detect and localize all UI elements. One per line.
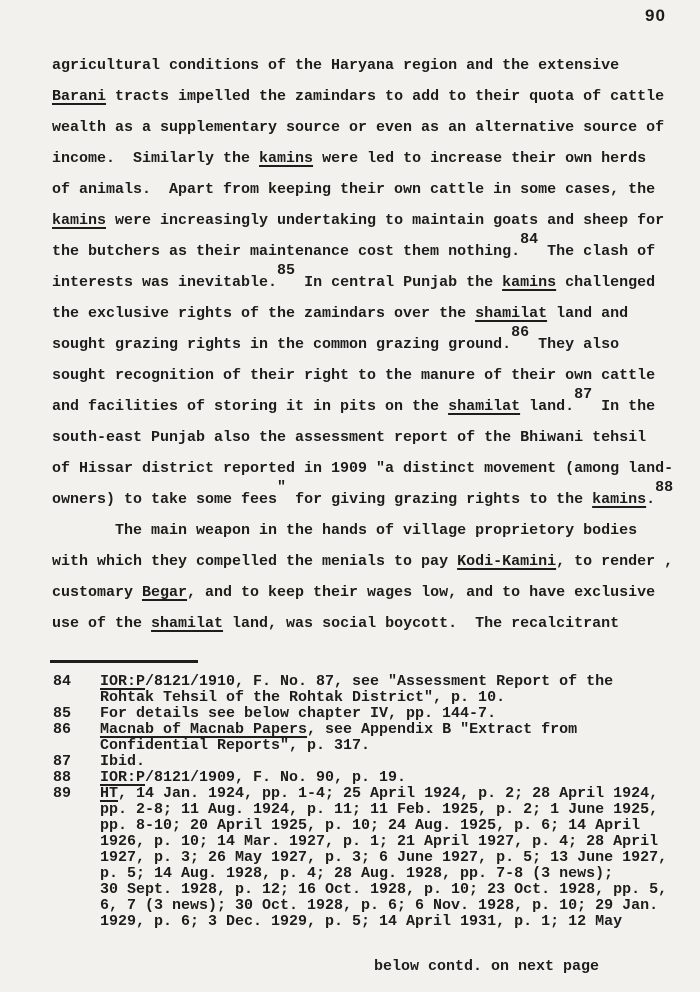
underlined-term: shamilat: [448, 398, 521, 415]
text-segment: 1927, p. 3; 26 May 1927, p. 3; 6 June 1927, p. 5; 13 June 1927,: [100, 849, 668, 866]
footnote-text: [100, 770, 689, 786]
text-line: [52, 577, 692, 608]
footnote-text: [100, 786, 689, 930]
footnote-number: 89: [53, 785, 72, 802]
text-line: [52, 50, 692, 81]
superscript-mark: ": [277, 479, 287, 496]
page-number: 90: [645, 6, 666, 25]
text-segment: owners) to take some fees: [52, 491, 278, 508]
footnote-line: [100, 914, 689, 930]
footnote-entry: [53, 786, 689, 930]
text-segment: , to render ,: [556, 553, 674, 570]
text-segment: , and to keep their wages low, and to have exclusive: [187, 584, 656, 601]
text-segment: were increasingly undertaking to maintain goats and sheep for: [106, 212, 665, 229]
footnote-line: [100, 722, 689, 738]
underlined-term: kamins: [52, 212, 107, 229]
text-segment: 30 Sept. 1928, p. 12; 16 Oct. 1928, p. 10; 23 Oct. 1928, pp. 5,: [100, 881, 668, 898]
text-segment: sought recognition of their right to the manure of their own cattle: [52, 367, 656, 384]
underlined-term: Barani: [52, 88, 107, 105]
footnote-entry: [53, 706, 689, 722]
text-line: [52, 298, 692, 329]
text-segment: Ibid.: [100, 753, 146, 770]
text-segment: pp. 2-8; 11 Aug. 1924, p. 11; 11 Feb. 1925, p. 2; 1 June 1925,: [100, 801, 659, 818]
underlined-term: IOR:P: [100, 769, 146, 786]
text-segment: 1929, p. 6; 3 Dec. 1929, p. 5; 14 April 1931, p. 1; 12 May: [100, 913, 623, 930]
text-segment: and facilities of storing it in pits on the: [52, 398, 449, 415]
text-segment: /8121/1909, F. No. 90, p. 19.: [145, 769, 407, 786]
text-segment: customary: [52, 584, 143, 601]
text-segment: south-east Punjab also the assessment report of the Bhiwani tehsil: [52, 429, 647, 446]
footnote-entry: [53, 770, 689, 786]
underlined-term: IOR:P: [100, 673, 146, 690]
text-segment: of Hissar district reported in 1909 "a distinct movement (among land-: [52, 460, 674, 477]
text-segment: The clash of: [538, 243, 656, 260]
footnote-line: [100, 690, 689, 706]
footnote-line: [100, 706, 689, 722]
text-line: [52, 143, 692, 174]
underlined-term: Begar: [142, 584, 188, 601]
text-segment: with which they compelled the menials to pay: [52, 553, 458, 570]
text-segment: , 14 Jan. 1924, pp. 1-4; 25 April 1924, p. 2; 28 April 1924,: [118, 785, 659, 802]
text-line: [52, 453, 692, 484]
text-segment: They also: [529, 336, 620, 353]
text-line: [52, 360, 692, 391]
footnote-number: 84: [53, 673, 72, 690]
footnote-number: 85: [53, 705, 72, 722]
text-line: [52, 386, 692, 422]
footnote-line: [100, 898, 689, 914]
text-segment: tracts impelled the zamindars to add to their quota of cattle: [106, 88, 665, 105]
continuation-note: below contd. on next page: [374, 958, 600, 975]
text-line: [52, 112, 692, 143]
footnote-entry: [53, 754, 689, 770]
underlined-term: kamins: [502, 274, 557, 291]
text-segment: For details see below chapter IV, pp. 144-7.: [100, 705, 497, 722]
footnote-entry: [53, 674, 689, 706]
text-segment: income. Similarly the: [52, 150, 260, 167]
footnote-text: [100, 754, 689, 770]
footnote-line: [100, 786, 689, 802]
footnote-number: 86: [53, 721, 72, 738]
text-segment: In central Punjab the: [295, 274, 503, 291]
text-segment: Rohtak Tehsil of the Rohtak District", p. 10.: [100, 689, 506, 706]
text-line: [52, 231, 692, 267]
underlined-term: HT: [100, 785, 119, 802]
footnote-line: [100, 674, 689, 690]
underlined-term: Kodi-Kamini: [457, 553, 557, 570]
text-segment: of animals. Apart from keeping their own cattle in some cases, the: [52, 181, 656, 198]
text-line: [52, 174, 692, 205]
text-line: [52, 205, 692, 236]
footnote-line: [100, 754, 689, 770]
underlined-term: shamilat: [151, 615, 224, 632]
body-text: [52, 50, 692, 639]
text-segment: use of the: [52, 615, 152, 632]
footnotes-section: [53, 674, 689, 930]
text-line: [52, 422, 692, 453]
footnote-line: [100, 882, 689, 898]
underlined-term: kamins: [259, 150, 314, 167]
text-segment: .: [646, 491, 656, 508]
footnote-number: 88: [53, 769, 72, 786]
superscript-mark: 86: [511, 324, 530, 341]
text-segment: /8121/1910, F. No. 87, see "Assessment Report of the: [145, 673, 614, 690]
text-segment: p. 5; 14 Aug. 1928, p. 4; 28 Aug. 1928, pp. 7-8 (3 news);: [100, 865, 614, 882]
text-segment: the exclusive rights of the zamindars over the: [52, 305, 476, 322]
superscript-mark: 85: [277, 262, 296, 279]
footnote-line: [100, 866, 689, 882]
text-segment: pp. 8-10; 20 April 1925, p. 10; 24 Aug. 1925, p. 6; 14 April: [100, 817, 641, 834]
footnote-number: 87: [53, 753, 72, 770]
text-segment: 1926, p. 10; 14 Mar. 1927, p. 1; 21 April 1927, p. 4; 28 April: [100, 833, 659, 850]
text-segment: interests was inevitable.: [52, 274, 278, 291]
footnote-line: [100, 850, 689, 866]
text-segment: for giving grazing rights to the: [286, 491, 593, 508]
text-segment: land, was social boycott. The recalcitrant: [223, 615, 620, 632]
footnote-text: [100, 706, 689, 722]
superscript-mark: 84: [520, 231, 539, 248]
text-line: [52, 262, 692, 298]
underlined-term: shamilat: [475, 305, 548, 322]
footnote-line: [100, 818, 689, 834]
underlined-term: kamins: [592, 491, 647, 508]
footnote-line: [100, 770, 689, 786]
text-segment: land.: [520, 398, 575, 415]
text-segment: In the: [592, 398, 656, 415]
footnote-separator: [50, 660, 198, 663]
text-line: [52, 608, 692, 639]
text-segment: land and: [547, 305, 629, 322]
footnote-line: [100, 738, 689, 754]
text-segment: , see Appendix B "Extract from: [307, 721, 578, 738]
footnote-text: [100, 722, 689, 754]
footnote-line: [100, 834, 689, 850]
superscript-mark: 87: [574, 386, 593, 403]
text-segment: 6, 7 (3 news); 30 Oct. 1928, p. 6; 6 Nov. 1928, p. 10; 29 Jan.: [100, 897, 659, 914]
footnote-entry: [53, 722, 689, 754]
text-line: [52, 81, 692, 112]
underlined-term: Macnab of Macnab Papers: [100, 721, 308, 738]
text-segment: challenged: [556, 274, 656, 291]
text-segment: wealth as a supplementary source or even as an alternative source of: [52, 119, 665, 136]
text-segment: sought grazing rights in the common grazing ground.: [52, 336, 512, 353]
footnote-line: [100, 802, 689, 818]
text-segment: agricultural conditions of the Haryana region and the extensive: [52, 57, 620, 74]
text-segment: the butchers as their maintenance cost them nothing.: [52, 243, 521, 260]
text-segment: Confidential Reports", p. 317.: [100, 737, 371, 754]
text-line: [52, 324, 692, 360]
text-segment: were led to increase their own herds: [313, 150, 647, 167]
text-line: [52, 479, 692, 515]
superscript-mark: 88: [655, 479, 674, 496]
footnote-text: [100, 674, 689, 706]
text-line: [52, 515, 692, 546]
text-segment: The main weapon in the hands of village proprietory bodies: [52, 522, 638, 539]
text-line: [52, 546, 692, 577]
